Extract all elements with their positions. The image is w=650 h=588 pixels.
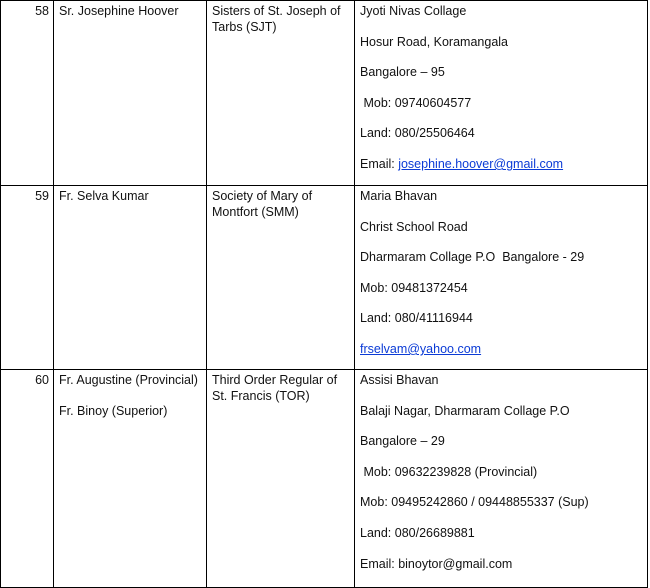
address-line: Jyoti Nivas Collage (360, 4, 467, 18)
landline-line: Land: 080/41116944 (360, 311, 473, 326)
email-line (360, 156, 647, 172)
email-line (360, 556, 647, 572)
mobile-line: Mob: 09495242860 / 09448855337 (Sup) (360, 495, 589, 510)
table-row (1, 370, 648, 588)
email-label: Email: (360, 156, 399, 171)
email-text: binoytor@gmail.com (398, 556, 513, 571)
table-row (1, 1, 648, 186)
address-line: Christ School Road (360, 219, 468, 234)
name-cell (54, 1, 207, 186)
mobile-line: Mob: 09481372454 (360, 280, 468, 295)
address-line: Bangalore – 29 (360, 434, 445, 449)
mobile-line: Mob: 09632239828 (Provincial) (360, 464, 538, 479)
address-cell (355, 1, 648, 186)
organization-name: Third Order Regular of St. Francis (TOR) (212, 373, 338, 403)
email-link[interactable]: josephine.hoover@gmail.com (398, 156, 564, 171)
contact-name: Fr. Binoy (Superior) (59, 403, 168, 418)
organization-cell (207, 186, 355, 370)
table-row (1, 186, 648, 370)
landline-line: Land: 080/25506464 (360, 126, 475, 141)
name-cell (54, 186, 207, 370)
email-label: Email: (360, 556, 399, 571)
email-link[interactable]: frselvam@yahoo.com (360, 341, 482, 356)
address-line: Dharmaram Collage P.O Bangalore - 29 (360, 250, 585, 265)
contact-name: Fr. Selva Kumar (59, 189, 149, 203)
address-cell (355, 370, 648, 588)
organization-cell (207, 370, 355, 588)
address-line: Bangalore – 95 (360, 65, 445, 80)
row-number-cell (1, 1, 54, 186)
organization-name: Sisters of St. Joseph of Tarbs (SJT) (212, 4, 341, 34)
row-number: 60 (35, 373, 49, 387)
address-line: Hosur Road, Koramangala (360, 34, 508, 49)
contact-name: Fr. Augustine (Provincial) (59, 373, 198, 387)
mobile-line: Mob: 09740604577 (360, 95, 472, 110)
address-cell (355, 186, 648, 370)
email-line (360, 341, 647, 357)
organization-cell (207, 1, 355, 186)
row-number: 59 (35, 189, 49, 203)
row-number: 58 (35, 4, 49, 18)
organization-name: Society of Mary of Montfort (SMM) (212, 189, 313, 219)
row-number-cell (1, 370, 54, 588)
landline-line: Land: 080/26689881 (360, 525, 475, 540)
address-line: Balaji Nagar, Dharmaram Collage P.O (360, 403, 570, 418)
name-cell (54, 370, 207, 588)
contact-name: Sr. Josephine Hoover (59, 4, 179, 18)
row-number-cell (1, 186, 54, 370)
address-line: Assisi Bhavan (360, 373, 439, 387)
address-line: Maria Bhavan (360, 189, 438, 203)
